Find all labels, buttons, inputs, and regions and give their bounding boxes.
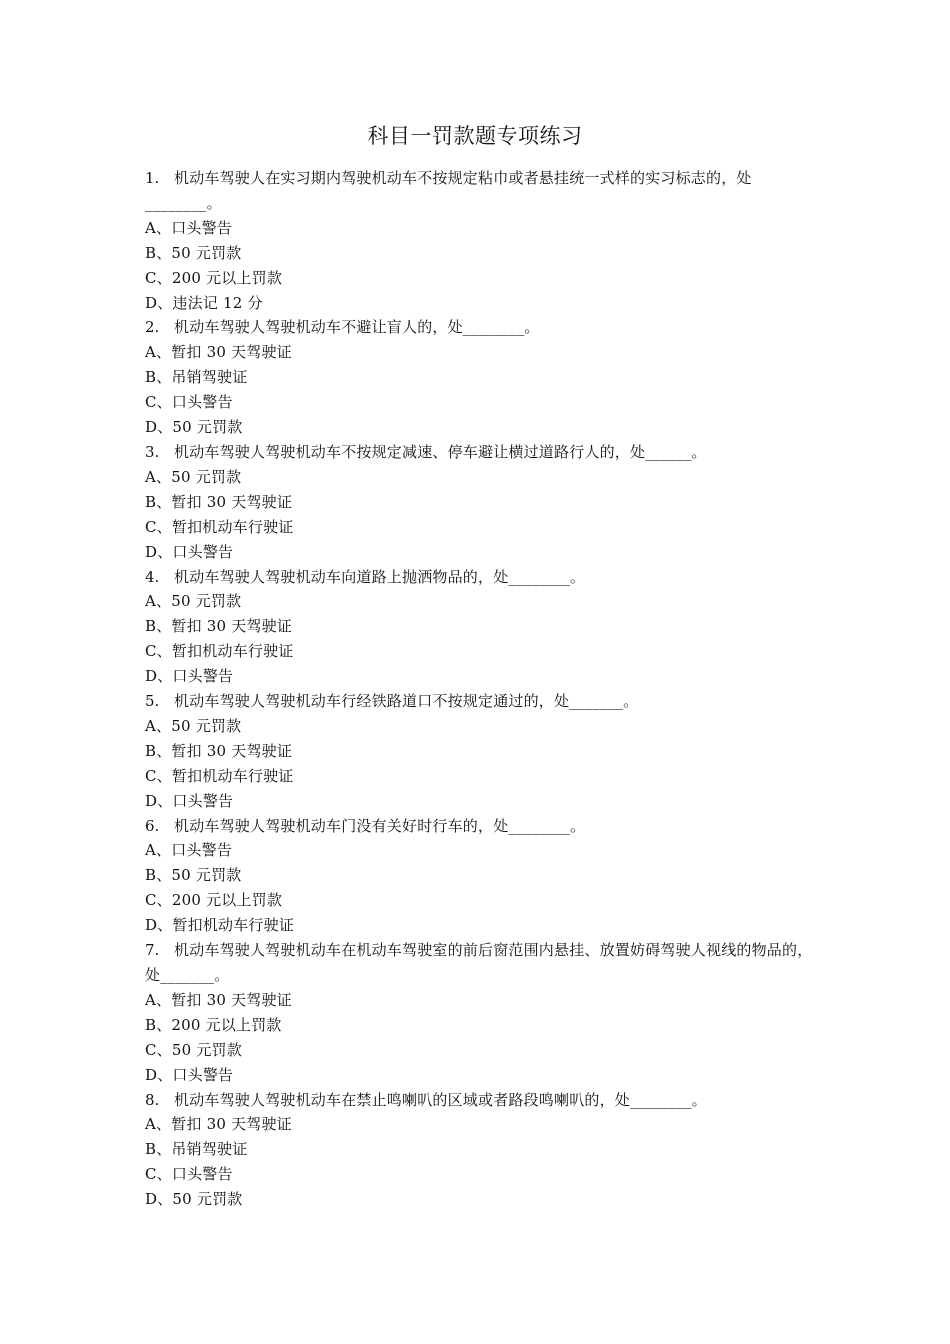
question-5 bbox=[145, 689, 815, 814]
option-b: B、200 元以上罚款 bbox=[145, 1015, 282, 1034]
option-b: B、暂扣 30 天驾驶证 bbox=[145, 617, 293, 636]
question-stem bbox=[145, 565, 815, 590]
question-text: 机动车驾驶人驾驶机动车不避让盲人的，处________。 bbox=[174, 318, 540, 337]
question-6 bbox=[145, 814, 815, 939]
question-stem bbox=[145, 315, 815, 340]
question-1 bbox=[145, 166, 815, 315]
question-number: 3. bbox=[145, 442, 160, 461]
option-c: C、暂扣机动车行驶证 bbox=[145, 642, 294, 661]
option-a: A、暂扣 30 天驾驶证 bbox=[145, 343, 292, 362]
option-c: C、50 元罚款 bbox=[145, 1040, 242, 1059]
question-text: 机动车驾驶人驾驶机动车不按规定减速、停车避让横过道路行人的，处______。 bbox=[174, 442, 707, 461]
question-text: 机动车驾驶人驾驶机动车在禁止鸣喇叭的区域或者路段鸣喇叭的，处________。 bbox=[174, 1090, 707, 1109]
option-d: D、暂扣机动车行驶证 bbox=[145, 916, 295, 935]
option-c: C、口头警告 bbox=[145, 1165, 233, 1184]
option-b: B、暂扣 30 天驾驶证 bbox=[145, 741, 293, 760]
question-number: 7. bbox=[145, 941, 160, 960]
question-number: 2. bbox=[145, 318, 160, 337]
question-stem bbox=[145, 440, 815, 465]
question-text: 机动车驾驶人驾驶机动车在机动车驾驶室的前后窗范围内悬挂、放置妨碍驾驶人视线的物品的，处_______。 bbox=[145, 941, 813, 984]
option-a: A、暂扣 30 天驾驶证 bbox=[145, 1115, 292, 1134]
page-title: 科目一罚款题专项练习 bbox=[367, 124, 583, 148]
option-c: C、口头警告 bbox=[145, 393, 233, 412]
option-b: B、吊销驾驶证 bbox=[145, 1140, 248, 1159]
option-d: D、违法记 12 分 bbox=[145, 293, 263, 312]
question-number: 5. bbox=[145, 692, 160, 711]
question-3 bbox=[145, 440, 815, 565]
question-text: 机动车驾驶人驾驶机动车门没有关好时行车的，处________。 bbox=[174, 816, 586, 835]
question-text: 机动车驾驶人驾驶机动车行经铁路道口不按规定通过的，处_______。 bbox=[174, 692, 639, 711]
question-stem bbox=[145, 689, 815, 714]
question-8 bbox=[145, 1088, 815, 1213]
option-c: C、200 元以上罚款 bbox=[145, 268, 283, 287]
question-2 bbox=[145, 315, 815, 440]
question-number: 1. bbox=[145, 169, 160, 187]
question-text: 机动车驾驶人在实习期内驾驶机动车不按规定粘巾或者悬挂统一式样的实习标志的，处________。 bbox=[145, 169, 752, 212]
question-stem bbox=[145, 1088, 815, 1113]
question-7 bbox=[145, 938, 815, 1087]
option-c: C、暂扣机动车行驶证 bbox=[145, 517, 294, 536]
question-stem bbox=[145, 814, 815, 839]
option-a: A、50 元罚款 bbox=[145, 592, 242, 611]
option-c: C、暂扣机动车行驶证 bbox=[145, 766, 294, 785]
option-b: B、暂扣 30 天驾驶证 bbox=[145, 492, 293, 511]
question-number: 6. bbox=[145, 816, 160, 835]
option-a: A、口头警告 bbox=[145, 841, 233, 860]
option-d: D、口头警告 bbox=[145, 542, 234, 561]
question-number: 8. bbox=[145, 1090, 160, 1109]
option-d: D、口头警告 bbox=[145, 667, 234, 686]
question-4 bbox=[145, 565, 815, 690]
option-a: A、50 元罚款 bbox=[145, 716, 242, 735]
question-list bbox=[145, 166, 815, 1212]
question-stem bbox=[145, 166, 815, 216]
option-c: C、200 元以上罚款 bbox=[145, 891, 283, 910]
option-d: D、口头警告 bbox=[145, 1065, 234, 1084]
option-b: B、50 元罚款 bbox=[145, 243, 242, 262]
question-stem bbox=[145, 938, 815, 988]
option-d: D、50 元罚款 bbox=[145, 418, 243, 437]
option-b: B、50 元罚款 bbox=[145, 866, 242, 885]
option-a: A、口头警告 bbox=[145, 218, 233, 237]
question-number: 4. bbox=[145, 567, 160, 586]
option-a: A、暂扣 30 天驾驶证 bbox=[145, 990, 292, 1009]
option-a: A、50 元罚款 bbox=[145, 467, 242, 486]
option-d: D、50 元罚款 bbox=[145, 1190, 243, 1209]
question-text: 机动车驾驶人驾驶机动车向道路上抛洒物品的，处________。 bbox=[174, 567, 586, 586]
option-d: D、口头警告 bbox=[145, 791, 234, 810]
option-b: B、吊销驾驶证 bbox=[145, 368, 248, 387]
